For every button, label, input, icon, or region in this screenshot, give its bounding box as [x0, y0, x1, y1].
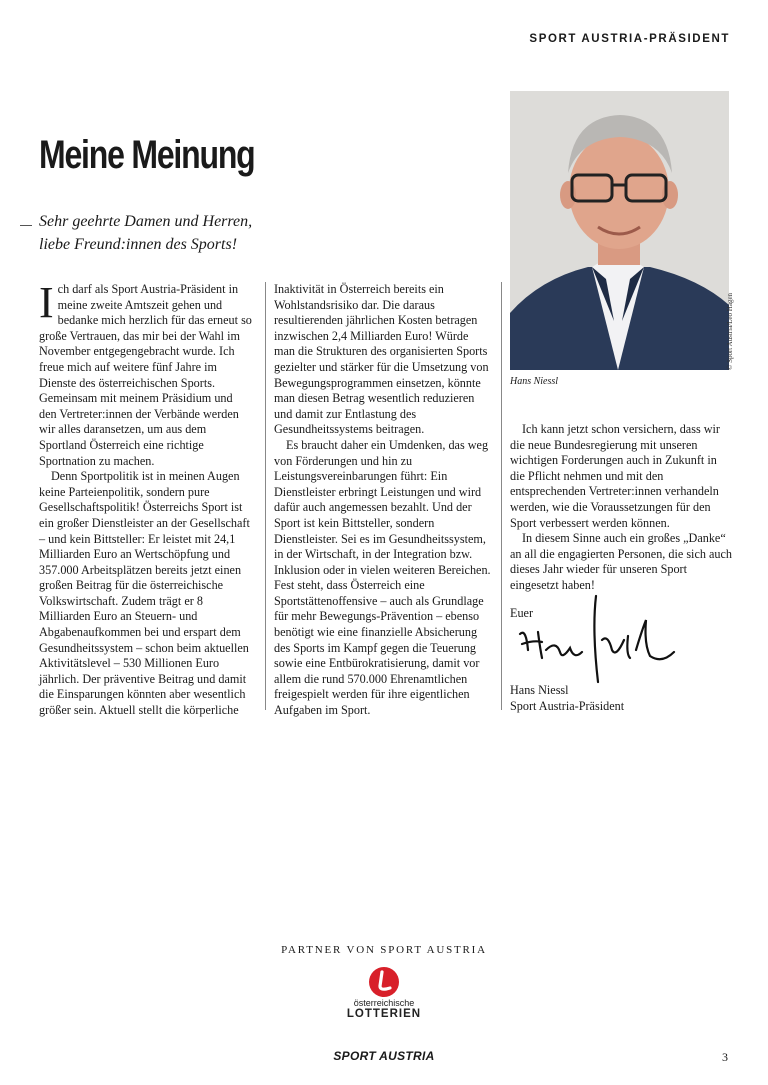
column-divider: [501, 282, 502, 710]
salutation-line-1: Sehr geehrte Damen und Herren,: [39, 213, 253, 230]
article-paragraph: [39, 278, 253, 469]
column-divider: [265, 282, 266, 710]
photo-caption: Hans Niessl: [510, 376, 559, 387]
article-paragraph: Inaktivität in Österreich bereits ein Wohlstandsrisiko dar. Die daraus resultierenden jährlichen Kosten betragen inzwischen 2,4 Milliarden Euro! Würde man die Strukturen des organisierten Sports gezielter und stärker für die Umsetzung von Bewegungsprogrammen einsetzen, könnte man diesen Betrag wesentlich reduzieren und damit zur Entlastung des Gesundheitssystems beitragen.: [274, 282, 489, 437]
signoff-block: [510, 683, 624, 714]
salutation: [39, 210, 252, 256]
signoff-name: Hans Niessl: [510, 683, 569, 697]
handwritten-signature: [512, 590, 677, 685]
drop-cap: I: [39, 278, 54, 327]
photo-credit: © Sport Austria/Leo Hagen: [726, 292, 734, 370]
portrait-illustration: [510, 91, 729, 370]
article-column-1: [39, 278, 253, 719]
article-paragraph: In diesem Sinne auch ein großes „Danke“ an all die engagierten Personen, die sich auch dieses Jahr wieder für unseren Sport eingesetzt haben!: [510, 531, 732, 592]
section-header: SPORT AUSTRIA-PRÄSIDENT: [529, 33, 730, 45]
salutation-dash: [20, 225, 32, 226]
page-number: 3: [722, 1050, 728, 1064]
portrait-photo: [510, 91, 729, 370]
footer-brand-logo: SPORT AUSTRIA: [333, 1049, 435, 1063]
partner-label: PARTNER VON SPORT AUSTRIA: [281, 944, 487, 956]
lotterien-logo-line1: österreichische: [353, 998, 415, 1008]
article-paragraph: Denn Sportpolitik ist in meinen Augen keine Parteienpolitik, sondern pure Gesellschaftspolitik! Österreichs Sport ist ein großer Dienstleister an der Gesellschaft – und kein Bittsteller: Er leistet mit 24,1 Milliarden Euro an Wertschöpfung und 357.000 Arbeitsplätzen bereits jetzt einen großen Beitrag für die österreichische Volkswirtschaft. Zudem trägt er 8 Milliarden Euro an Steuern- und Abgabenaufkommen bei und erspart dem Gesundheitssystem – schon beim aktuellen Aktivitätslevel – 530 Millionen Euro jährlich. Der präventive Beitrag und damit die Einsparungen könnten aber wesentlich größer sein. Aktuell stellt die körperliche: [39, 469, 250, 718]
article-paragraph: Ich kann jetzt schon versichern, dass wir die neue Bundesregierung mit unseren wichtigen Forderungen auch in Zukunft in die Pflicht nehmen und mit den entsprechenden Vertreter:innen verhandeln werden, wie die Voraussetzungen für den Sport verbessert werden können.: [510, 422, 720, 530]
signoff-greeting: Euer: [510, 606, 534, 620]
salutation-line-2: liebe Freund:innen des Sports!: [39, 236, 238, 253]
page-title: Meine Meinung: [39, 133, 255, 177]
article-column-3: [510, 422, 732, 594]
article-paragraph: Es braucht daher ein Umdenken, das weg von Förderungen und hin zu Leistungsvereinbarungen führt: Ein Dienstleister erbringt Leistungen und wird dafür auch angemessen bezahlt. Und der Sport ist kein Bittsteller, sondern Dienstleister. Sei es im Gesundheitssystem, in der Wirtschaft, in der Integration bzw. Inklusion oder in vielen weiteren Bereichen. Fest steht, dass Österreich eine Sportstättenoffensive – auch als Grundlage für mehr Bewegungs-Prävention – ebenso benötigt wie eine finanzielle Absicherung des Sports im Kampf gegen die Teuerung sowie eine Entbürokratisierung, damit vor allem die rund 570.000 Ehrenamtlichen freigespielt werden für ihre eigentlichen Aufgaben im Sport.: [274, 437, 491, 718]
paragraph-text: ch darf als Sport Austria-Präsident in meine zweite Amtszeit gehen und bedanke mich herzlich für das erneut so große Vertrauen, das mir bei der Wahl im November entgegengebracht wurde. Ich freue mich auf weitere fünf Jahre im Dienste des österreichischen Sports. Gemeinsam mit meinem Präsidium und den Vertreter:innen der Verbände werden wir alles daransetzen, um aus dem Sportland Österreich eine richtige Sportnation zu machen.: [39, 282, 252, 468]
article-column-2: [274, 282, 492, 719]
signoff-role: Sport Austria-Präsident: [510, 698, 625, 713]
lotterien-logo-line2: LOTTERIEN: [346, 1008, 422, 1020]
